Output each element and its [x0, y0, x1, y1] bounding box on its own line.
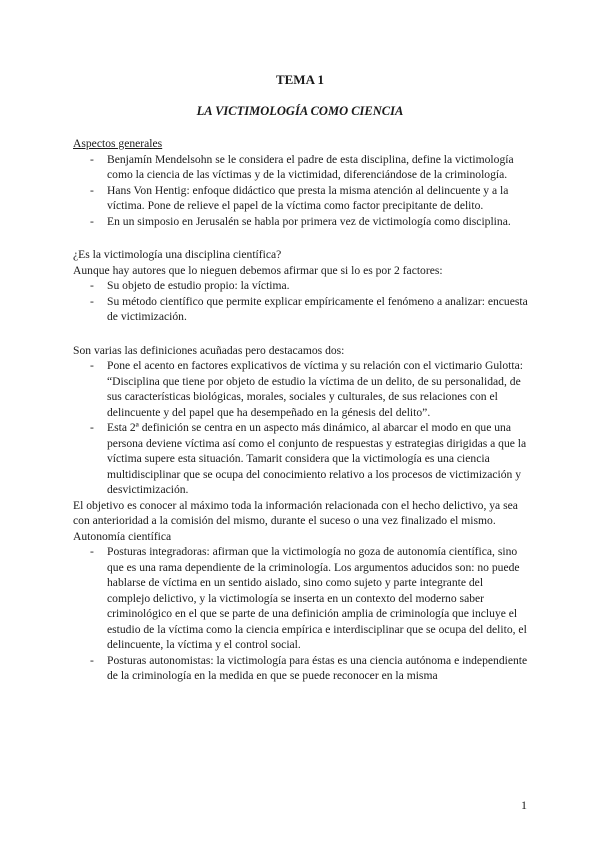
- list-item: - Su método científico que permite explicar empíricamente el fenómeno a analizar: encuesta de victimización.: [73, 294, 528, 325]
- list-item: - Posturas integradoras: afirman que la victimología no goza de autonomía científica, sino que es una rama dependiente de la criminología. Los argumentos aducidos son: no puede hablarse de víctima en un sentido aislado, sino como sujeto y parte integrante del complejo delictivo, y la victimología se inserta en un contexto del moderno saber criminológico en el que se parte de una definición amplia de criminología que incluye el estudio de la víctima como la ciencia empírica e interdisciplinar que se ocupa del delito, el delincuente, la víctima y el control social.: [73, 544, 528, 653]
- list-item: - Esta 2ª definición se centra en un aspecto más dinámico, al abarcar el modo en que una persona deviene víctima así como el conjunto de respuestas y estrategias dirigidas a que la víctima supere esta situación. Tamarit considera que la victimología es una ciencia multidisciplinar que se ocupa del conocimiento relativo a los procesos de victimización y desvictimización.: [73, 420, 528, 498]
- list-item: - Hans Von Hentig: enfoque didáctico que presta la misma atención al delincuente y a la víctima. Pone de relieve el papel de la víctima como factor precipitante de delito.: [73, 183, 528, 214]
- list-item: - Su objeto de estudio propio: la víctima.: [73, 278, 528, 294]
- section-intro: Son varias las definiciones acuñadas pero destacamos dos:: [73, 343, 345, 357]
- list-item: - Pone el acento en factores explicativos de víctima y su relación con el victimario Gulotta: “Disciplina que tiene por objeto de estudio la víctima de un delito, de su personalidad, de sus características biológicas, morales, sociales y culturales, de sus relaciones con el delincuente y del papel que ha desempeñado en la génesis del delito”.: [73, 358, 528, 420]
- spacer: [73, 325, 528, 343]
- list-item: - Benjamín Mendelsohn se le considera el padre de esta disciplina, define la victimología como la ciencia de las víctimas y de la victimidad, diferenciándose de la criminología.: [73, 152, 528, 183]
- section4-list: [73, 544, 528, 684]
- section1-list: [73, 152, 528, 230]
- section3-list: [73, 358, 528, 498]
- section-heading-aspectos: Aspectos generales: [73, 137, 163, 150]
- list-item: - Posturas autonomistas: la victimología para éstas es una ciencia autónoma e independiente de la criminología en la medida en que se puede reconocer en la misma: [73, 653, 528, 684]
- document-body: [73, 136, 528, 684]
- page-number: 1: [521, 798, 527, 812]
- section2-list: [73, 278, 528, 325]
- spacer: [73, 229, 528, 247]
- section-closing: El objetivo es conocer al máximo toda la información relacionada con el hecho delictivo, ya sea con anterioridad a la comisión del mismo, durante el suceso o una vez finalizado el mismo.: [73, 498, 518, 527]
- document-title: TEMA 1: [275, 72, 325, 87]
- list-item: - En un simposio en Jerusalén se habla por primera vez de victimología como disciplina.: [73, 214, 528, 230]
- section-heading-autonomia: Autonomía científica: [73, 529, 172, 543]
- document-subtitle: LA VICTIMOLOGÍA COMO CIENCIA: [196, 104, 404, 118]
- section-question: ¿Es la victimología una disciplina científica?: [73, 248, 282, 261]
- section-intro: Aunque hay autores que lo nieguen debemos afirmar que si lo es por 2 factores:: [73, 263, 443, 277]
